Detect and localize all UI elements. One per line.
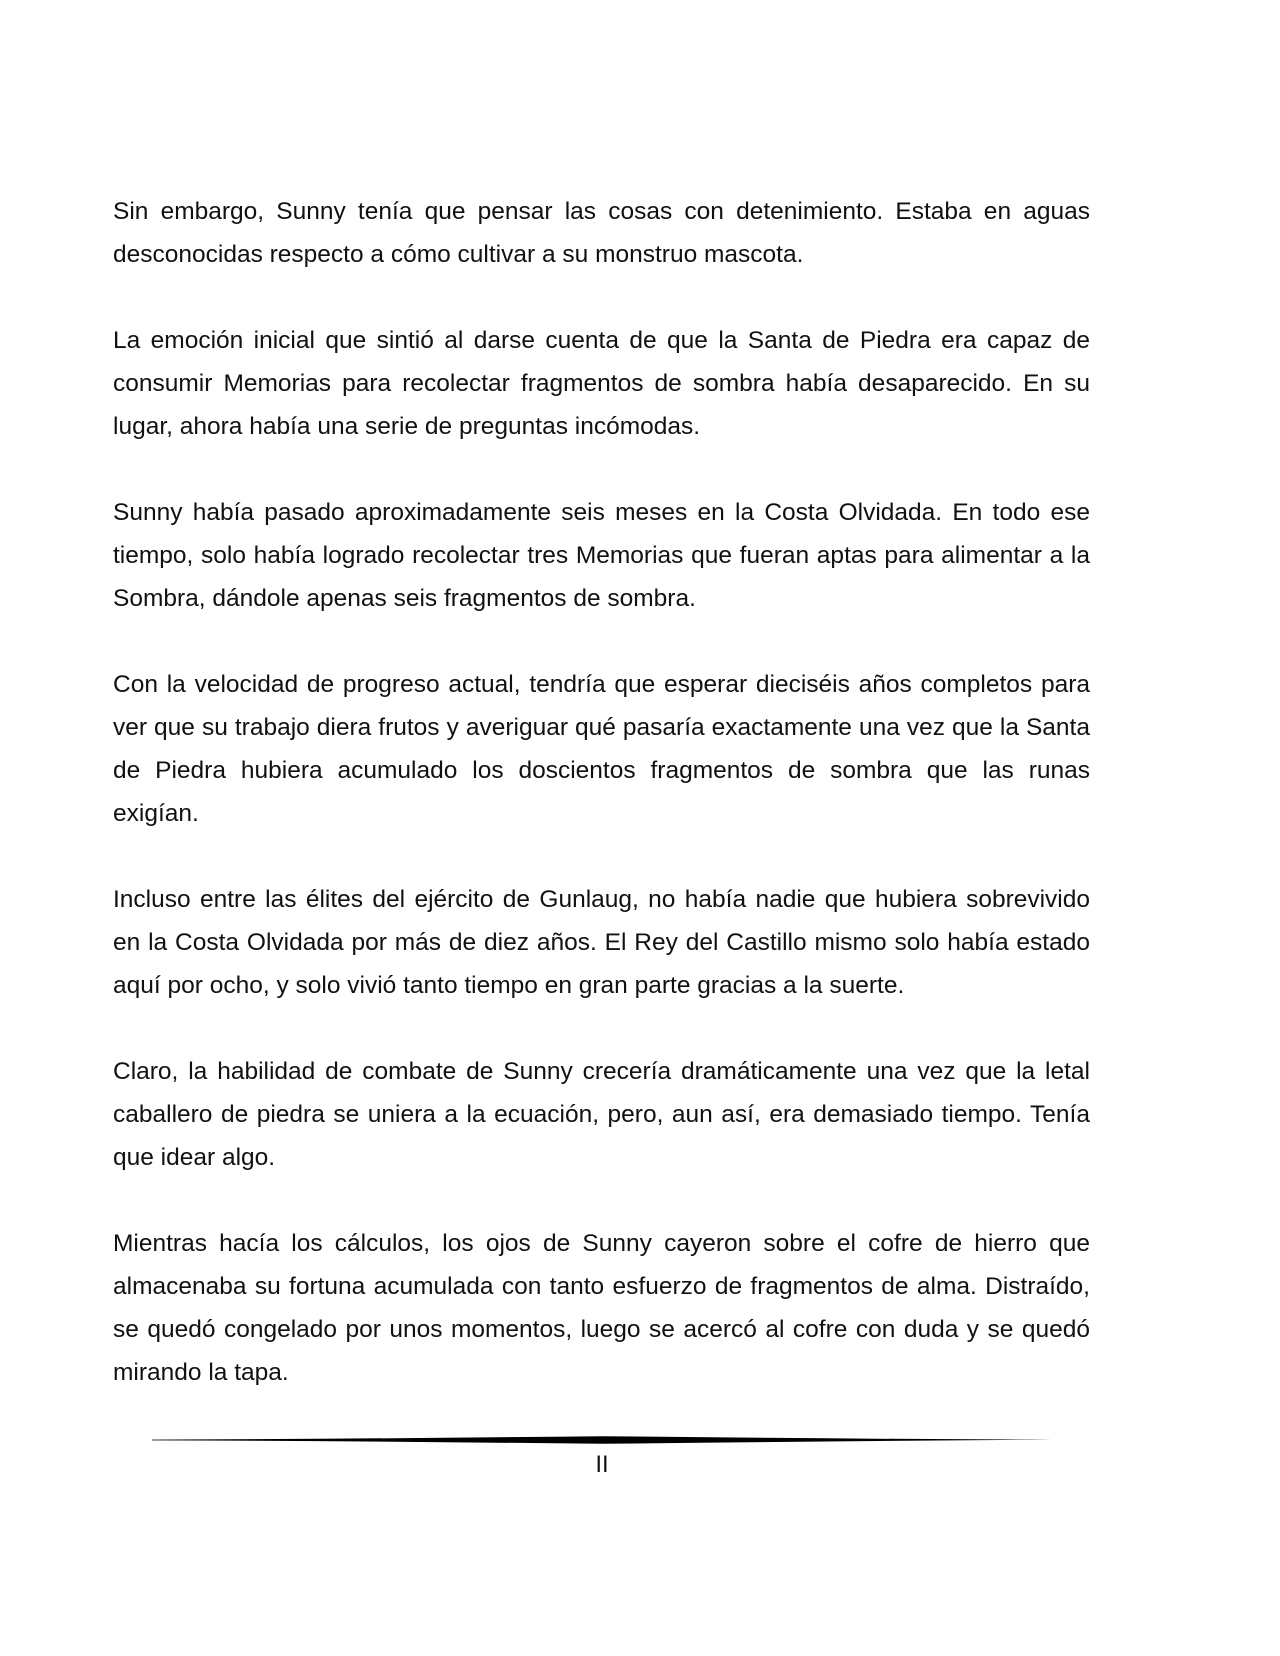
paragraph-4: Con la velocidad de progreso actual, tendría que esperar dieciséis años completos para ver que su trabajo diera frutos y averiguar qué pasaría exactamente una vez que la Santa de Piedra hubiera acumulado los doscientos fragmentos de sombra que las runas exigían. [113, 671, 1090, 827]
paragraph-6: Claro, la habilidad de combate de Sunny crecería dramáticamente una vez que la letal caballero de piedra se uniera a la ecuación, pero, aun así, era demasiado tiempo. Tenía que idear algo. [113, 1058, 1090, 1171]
page-number: II [595, 1451, 609, 1478]
footer-divider [152, 1434, 1052, 1446]
body-text [113, 190, 1090, 1437]
footer-divider-shape [152, 1436, 1052, 1444]
paragraph-7: Mientras hacía los cálculos, los ojos de Sunny cayeron sobre el cofre de hierro que almacenaba su fortuna acumulada con tanto esfuerzo de fragmentos de alma. Distraído, se quedó congelado por unos momentos, luego se acercó al cofre con duda y se quedó mirando la tapa. [113, 1230, 1090, 1386]
paragraph-2: La emoción inicial que sintió al darse cuenta de que la Santa de Piedra era capaz de consumir Memorias para recolectar fragmentos de sombra había desaparecido. En su lugar, ahora había una serie de preguntas incómodas. [113, 327, 1090, 440]
paragraph-5: Incluso entre las élites del ejército de Gunlaug, no había nadie que hubiera sobrevivido en la Costa Olvidada por más de diez años. El Rey del Castillo mismo solo había estado aquí por ocho, y solo vivió tanto tiempo en gran parte gracias a la suerte. [113, 886, 1090, 999]
paragraph-3: Sunny había pasado aproximadamente seis meses en la Costa Olvidada. En todo ese tiempo, solo había logrado recolectar tres Memorias que fueran aptas para alimentar a la Sombra, dándole apenas seis fragmentos de sombra. [113, 499, 1090, 612]
paragraph-1: Sin embargo, Sunny tenía que pensar las cosas con detenimiento. Estaba en aguas desconocidas respecto a cómo cultivar a su monstruo mascota. [113, 198, 1090, 268]
